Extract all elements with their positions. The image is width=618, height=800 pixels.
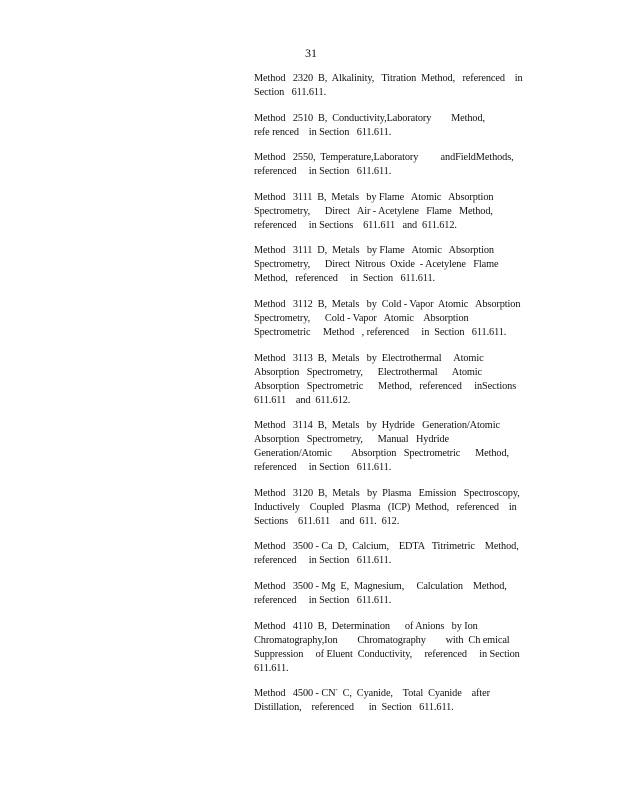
entry-line: Method 4110 B, Determination of Anions by Ion (254, 620, 478, 632)
entry-line: Section 611.611. (254, 87, 327, 98)
entry-line: Absorption Spectrometry, Manual Hydride (254, 434, 449, 446)
method-entry (254, 620, 544, 676)
method-entry (254, 352, 544, 408)
method-entry (254, 244, 544, 286)
method-entry (254, 540, 544, 568)
method-entry (254, 298, 544, 340)
entry-line: Method 3113 B, Metals by Electrothermal Atomic (254, 352, 484, 364)
method-entry (254, 151, 544, 179)
entry-line: referenced in Section 611.611. (254, 166, 392, 178)
entry-line: Spectrometry, Direct Air - Acetylene Flame Method, (254, 205, 493, 217)
cyanide-method-suffix: C, Cyanide, Total Cyanide after (337, 688, 490, 700)
method-entry (254, 191, 544, 233)
entry-line: Spectrometric Method , referenced in Section 611.611. (254, 326, 507, 338)
page-number: 31 (305, 46, 317, 60)
cyanide-method-prefix: Method 4500 - CN (254, 688, 336, 700)
method-entry (254, 419, 544, 475)
cyanide-superscript: - (335, 685, 338, 694)
entry-line: Method 3111 D, Metals by Flame Atomic Absorption (254, 245, 494, 257)
entry-line (254, 687, 544, 701)
method-entry-cyanide (254, 687, 544, 715)
entry-line: Method 3111 B, Metals by Flame Atomic Absorption (254, 191, 494, 203)
entry-line: Method 3500 - Ca D, Calcium, EDTA Titrimetric Method, (254, 541, 519, 553)
entry-line: Suppression of Eluent Conductivity, referenced in Section (254, 648, 520, 660)
entry-line: Method 2320 B, Alkalinity, Titration Method, referenced in (254, 73, 523, 84)
method-entry (254, 487, 544, 529)
entry-line: 611.611. (254, 662, 289, 674)
entry-line: Spectrometry, Direct Nitrous Oxide - Acetylene Flame (254, 259, 499, 271)
entry-line: referenced in Section 611.611. (254, 555, 392, 567)
entry-line: Method 2550, Temperature,Laboratory andFieldMethods, (254, 152, 514, 164)
entry-line: Spectrometry, Cold - Vapor Atomic Absorption (254, 312, 469, 324)
entry-line: Inductively Coupled Plasma (ICP) Method, referenced in (254, 501, 517, 513)
entry-line: referenced in Section 611.611. (254, 594, 392, 606)
entry-line: 611.611 and 611.612. (254, 394, 351, 406)
method-entry (254, 72, 544, 100)
method-entry (254, 580, 544, 608)
entry-line: Method 3112 B, Metals by Cold - Vapor Atomic Absorption (254, 298, 521, 310)
entry-line: Method 2510 B, Conductivity,Laboratory Method, (254, 112, 486, 124)
entry-line: Sections 611.611 and 611. 612. (254, 515, 400, 527)
entry-line: referenced in Section 611.611. (254, 462, 392, 474)
entry-line: Absorption Spectrometric Method, referenced inSections (254, 380, 517, 392)
entry-line: refe renced in Section 611.611. (254, 126, 392, 138)
method-entry (254, 112, 544, 140)
method-reference-list (254, 72, 544, 727)
entry-line: Distillation, referenced in Section 611.611. (254, 702, 454, 714)
entry-line: Method 3114 B, Metals by Hydride Generation/Atomic (254, 420, 500, 432)
entry-line: Chromatography,Ion Chromatography with Ch emical (254, 634, 510, 646)
entry-line: Method 3120 B, Metals by Plasma Emission Spectroscopy, (254, 487, 520, 499)
entry-line: Generation/Atomic Absorption Spectrometric Method, (254, 448, 509, 460)
entry-line: Method, referenced in Section 611.611. (254, 273, 435, 285)
entry-line: Absorption Spectrometry, Electrothermal Atomic (254, 366, 483, 378)
entry-line: referenced in Sections 611.611 and 611.612. (254, 219, 457, 231)
entry-line: Method 3500 - Mg E, Magnesium, Calculation Method, (254, 580, 507, 592)
